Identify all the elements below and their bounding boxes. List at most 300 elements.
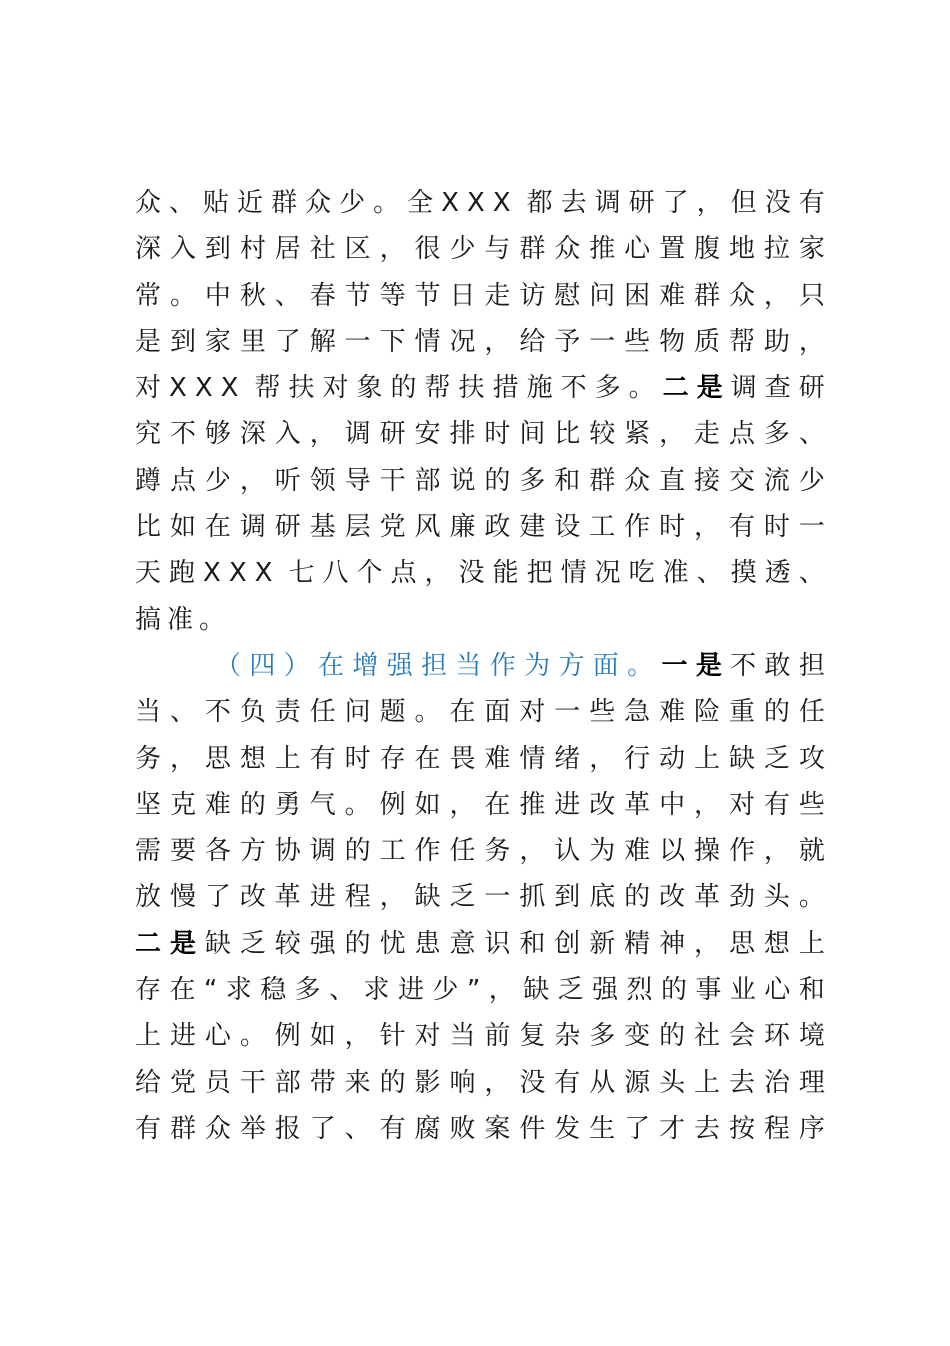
- text-char: ，: [694, 928, 721, 959]
- text-char: 情: [519, 743, 546, 774]
- text-char: 当: [135, 697, 162, 728]
- text-char: 时: [344, 743, 371, 774]
- text-char: 需: [135, 836, 162, 867]
- text-char: 区: [344, 234, 371, 265]
- text-char: 敢: [764, 650, 791, 681]
- text-char: 求: [363, 975, 390, 1006]
- text-line: [135, 458, 825, 504]
- text-char: 一: [554, 697, 581, 728]
- text-char: 日: [449, 280, 476, 311]
- text-char: 交: [728, 465, 755, 496]
- text-char: 慢: [169, 882, 196, 913]
- text-char: 序: [798, 1113, 825, 1144]
- text-char: 要: [169, 836, 196, 867]
- text-char: 少: [204, 465, 231, 496]
- text-char: 况: [594, 558, 621, 589]
- text-char: 少: [339, 188, 366, 218]
- text-char: 气: [309, 789, 336, 820]
- text-char: 认: [554, 836, 581, 867]
- text-char: 安: [414, 419, 441, 450]
- text-char: 上: [798, 928, 825, 959]
- text-char: 的: [660, 975, 687, 1006]
- text-char: ，: [344, 1021, 371, 1052]
- text-char: 任: [798, 697, 825, 728]
- text-char: 。: [373, 188, 400, 218]
- text-char: 心: [204, 1021, 231, 1052]
- text-char: 点: [728, 419, 755, 450]
- section-heading-char: 方: [558, 650, 585, 681]
- text-char: 、: [274, 280, 301, 311]
- text-char: 忧: [379, 928, 406, 959]
- text-char: 导: [344, 465, 371, 496]
- text-char: ，: [379, 882, 406, 913]
- text-char: 时: [763, 512, 790, 543]
- text-char: 程: [763, 1113, 790, 1144]
- text-char: 帮: [728, 326, 755, 357]
- text-char: 乏: [239, 928, 266, 959]
- text-char: 。: [414, 697, 441, 728]
- text-char: 紧: [624, 419, 651, 450]
- text-char: ，: [694, 789, 721, 820]
- text-char: ，: [484, 1067, 511, 1098]
- text-char: 才: [659, 1113, 686, 1144]
- text-char: 走: [484, 280, 511, 311]
- text-char: 不: [560, 373, 587, 404]
- text-char: 都: [526, 188, 553, 218]
- text-char: 一: [798, 512, 825, 543]
- text-char: 的: [484, 465, 511, 496]
- text-char: 杂: [554, 1021, 581, 1052]
- section-heading-char: 为: [524, 650, 551, 681]
- text-char: 上: [274, 743, 301, 774]
- text-char: ，: [763, 280, 790, 311]
- text-char: 困: [624, 280, 651, 311]
- text-char: 深: [135, 234, 162, 265]
- text-char: ，: [309, 419, 336, 450]
- text-char: 有: [379, 1113, 406, 1144]
- text-char: 进: [169, 1021, 196, 1052]
- text-char: 党: [379, 512, 406, 543]
- text-char: 变: [624, 1021, 651, 1052]
- text-char: 的: [659, 1021, 686, 1052]
- text-line: [135, 736, 825, 782]
- text-char: 负: [239, 697, 266, 728]
- text-char: 败: [449, 1113, 476, 1144]
- text-char: 缺: [414, 882, 441, 913]
- text-char: 有: [135, 1113, 162, 1144]
- text-char: 下: [379, 326, 406, 357]
- section-heading-char: 增: [352, 650, 379, 681]
- text-char: 的: [624, 882, 651, 913]
- text-char: 进: [554, 789, 581, 820]
- text-char: 难: [484, 743, 511, 774]
- text-char: 情: [560, 558, 587, 589]
- text-line: [135, 689, 825, 735]
- text-char: 了: [662, 188, 689, 218]
- text-char: 去: [728, 1067, 755, 1098]
- text-char: 行: [624, 743, 651, 774]
- text-char: 为: [589, 836, 616, 867]
- text-char: 一: [484, 882, 511, 913]
- text-char: 难: [659, 280, 686, 311]
- text-char: 事: [695, 975, 722, 1006]
- text-char: 想: [763, 928, 790, 959]
- text-char: 影: [414, 1067, 441, 1098]
- text-char: 与: [484, 234, 511, 265]
- text-char: ，: [763, 836, 790, 867]
- text-char: 象: [356, 373, 383, 404]
- text-char: 工: [589, 512, 616, 543]
- text-char: 问: [589, 280, 616, 311]
- text-char: 建: [519, 512, 546, 543]
- text-char: 研: [379, 419, 406, 450]
- text-char: 少: [798, 465, 825, 496]
- text-char: 针: [379, 1021, 406, 1052]
- text-char: 。: [169, 280, 196, 311]
- section-heading-char: 担: [421, 650, 448, 681]
- text-char: 够: [204, 419, 231, 450]
- text-char: 乏: [557, 975, 584, 1006]
- text-char: 在: [204, 512, 231, 543]
- text-char: 的: [763, 697, 790, 728]
- text-char: 慰: [554, 280, 581, 311]
- text-line: [135, 504, 825, 550]
- text-char: ，: [519, 836, 546, 867]
- text-char: 、: [696, 558, 723, 589]
- text-char: 到: [169, 326, 196, 357]
- text-char: 干: [239, 1067, 266, 1098]
- text-char: 措: [492, 373, 519, 404]
- text-char: 解: [309, 326, 336, 357]
- text-char: 间: [519, 419, 546, 450]
- text-char: 众: [135, 188, 162, 218]
- text-char: ，: [589, 743, 616, 774]
- text-char: 当: [449, 1021, 476, 1052]
- text-char: 贴: [203, 188, 230, 218]
- text-char: 节: [344, 280, 371, 311]
- text-char: 群: [694, 280, 721, 311]
- text-char: 时: [484, 419, 511, 450]
- text-char: 险: [694, 697, 721, 728]
- text-char: ”: [466, 975, 481, 1006]
- text-line: [135, 411, 825, 457]
- text-char: 前: [484, 1021, 511, 1052]
- text-char: 了: [624, 1113, 651, 1144]
- text-char: 把: [526, 558, 553, 589]
- section-heading-char: 。: [627, 650, 654, 681]
- text-line: [135, 967, 825, 1013]
- text-char: ，: [484, 326, 511, 357]
- text-char: X: [492, 188, 511, 218]
- text-char: 较: [589, 419, 616, 450]
- text-char: 以: [659, 836, 686, 867]
- text-char: 走: [694, 419, 721, 450]
- text-char: 绪: [554, 743, 581, 774]
- text-char: 对: [322, 373, 349, 404]
- text-char: 在: [169, 975, 196, 1006]
- text-char: 群: [519, 234, 546, 265]
- text-char: 地: [728, 234, 755, 265]
- text-char: 能: [492, 558, 519, 589]
- text-char: 对: [414, 1021, 441, 1052]
- text-char: 施: [526, 373, 553, 404]
- text-char: 革: [694, 882, 721, 913]
- text-char: 说: [449, 465, 476, 496]
- text-char: 跑: [169, 558, 196, 589]
- text-char: 众: [204, 1113, 231, 1144]
- text-char: 想: [239, 743, 266, 774]
- text-char: 案: [484, 1113, 511, 1144]
- text-char: 进: [309, 882, 336, 913]
- text-char: 查: [764, 373, 791, 404]
- text-char: 环: [763, 1021, 790, 1052]
- text-char: 吃: [628, 558, 655, 589]
- text-char: 对: [728, 789, 755, 820]
- section-heading-char: 强: [386, 650, 413, 681]
- section-heading-char: 在: [318, 650, 345, 681]
- text-line: [135, 1013, 825, 1059]
- text-char: 准: [662, 558, 689, 589]
- text-char: 、: [329, 975, 356, 1006]
- text-char: 没: [458, 558, 485, 589]
- text-char: 蹲: [135, 465, 162, 496]
- text-char: 有: [763, 789, 790, 820]
- text-char: 、: [169, 188, 196, 218]
- text-line: [135, 550, 825, 596]
- text-char: 比: [135, 512, 162, 543]
- section-heading-char: 四: [249, 650, 276, 681]
- text-char: 存: [135, 975, 162, 1006]
- text-char: 少: [432, 975, 459, 1006]
- text-char: 缺: [523, 975, 550, 1006]
- text-char: X: [169, 373, 187, 404]
- text-char: 推: [589, 234, 616, 265]
- text-char: 心: [764, 975, 791, 1006]
- text-char: 八: [322, 558, 349, 589]
- text-char: 入: [169, 234, 196, 265]
- text-char: 扶: [288, 373, 315, 404]
- text-char: ，: [379, 234, 406, 265]
- text-char: 较: [274, 928, 301, 959]
- text-char: 存: [379, 743, 406, 774]
- text-char: ，: [798, 326, 825, 357]
- text-char: 流: [763, 465, 790, 496]
- text-char: 村: [239, 234, 266, 265]
- text-char: 是: [135, 326, 162, 357]
- text-char: 新: [589, 928, 616, 959]
- text-char: 了: [274, 326, 301, 357]
- text-char: 协: [274, 836, 301, 867]
- text-line: [135, 226, 825, 272]
- text-char: 些: [798, 789, 825, 820]
- text-char: 研: [628, 188, 655, 218]
- text-char: 直: [659, 465, 686, 496]
- text-char: 况: [449, 326, 476, 357]
- text-char: 研: [274, 512, 301, 543]
- text-char: 部: [274, 1067, 301, 1098]
- text-char: 秋: [239, 280, 266, 311]
- text-line: [135, 1106, 825, 1152]
- text-char: 在: [484, 789, 511, 820]
- text-char: 干: [379, 465, 406, 496]
- text-line: [135, 1060, 825, 1106]
- text-char: 作: [414, 836, 441, 867]
- text-char: 意: [449, 928, 476, 959]
- text-line: [135, 921, 825, 967]
- text-char: 天: [135, 558, 162, 589]
- text-char: 对: [135, 373, 162, 404]
- text-char: 业: [729, 975, 756, 1006]
- text-char: 些: [589, 697, 616, 728]
- text-char: 到: [204, 234, 231, 265]
- text-char: 去: [694, 1113, 721, 1144]
- body-text: [135, 180, 825, 1152]
- text-char: 社: [694, 1021, 721, 1052]
- text-char: 乏: [763, 743, 790, 774]
- text-char: 、: [344, 1113, 371, 1144]
- text-char: 担: [798, 650, 825, 681]
- text-char: 家: [204, 326, 231, 357]
- text-char: 。: [199, 604, 232, 635]
- text-line: [135, 319, 825, 365]
- text-char: 政: [484, 512, 511, 543]
- text-char: 境: [798, 1021, 825, 1052]
- text-char: 透: [764, 558, 791, 589]
- text-char: ，: [694, 512, 721, 543]
- text-char: 。: [239, 1021, 266, 1052]
- text-char: 众: [624, 465, 651, 496]
- emphasis-char: 是: [169, 928, 196, 959]
- emphasis-char: 是: [695, 650, 722, 681]
- text-char: 不: [730, 650, 757, 681]
- text-char: 员: [204, 1067, 231, 1098]
- text-char: 但: [730, 188, 757, 218]
- text-char: 革: [274, 882, 301, 913]
- text-char: 放: [135, 882, 162, 913]
- text-line: [135, 782, 825, 828]
- text-char: 勇: [274, 789, 301, 820]
- text-char: 程: [344, 882, 371, 913]
- text-char: 中: [659, 789, 686, 820]
- text-char: 对: [519, 697, 546, 728]
- text-char: 全: [407, 188, 434, 218]
- text-char: 有: [309, 743, 336, 774]
- text-char: 来: [344, 1067, 371, 1098]
- text-char: 听: [274, 465, 301, 496]
- section-heading-char: （: [215, 650, 242, 681]
- text-char: 点: [390, 558, 417, 589]
- text-char: 、: [798, 419, 825, 450]
- text-char: X: [228, 558, 247, 589]
- text-char: 多: [519, 465, 546, 496]
- text-char: 不: [204, 697, 231, 728]
- text-char: 面: [484, 697, 511, 728]
- emphasis-char: 二: [662, 373, 689, 404]
- text-char: 调: [344, 419, 371, 450]
- text-char: 乏: [449, 882, 476, 913]
- text-char: 设: [554, 512, 581, 543]
- text-char: 给: [519, 326, 546, 357]
- text-char: 生: [589, 1113, 616, 1144]
- text-char: 居: [274, 234, 301, 265]
- text-char: 排: [449, 419, 476, 450]
- text-char: 些: [624, 326, 651, 357]
- text-char: 调: [309, 836, 336, 867]
- text-char: 复: [519, 1021, 546, 1052]
- text-char: 多: [294, 975, 321, 1006]
- text-line: [135, 874, 825, 920]
- text-char: 情: [414, 326, 441, 357]
- text-char: 上: [694, 1067, 721, 1098]
- section-heading-char: 作: [489, 650, 516, 681]
- text-char: 的: [379, 1067, 406, 1098]
- text-char: X: [220, 373, 239, 404]
- text-char: 问: [344, 697, 371, 728]
- text-char: 治: [763, 1067, 790, 1098]
- text-char: 助: [763, 326, 790, 357]
- text-char: 动: [659, 743, 686, 774]
- text-char: 和: [798, 975, 825, 1006]
- text-char: 腐: [414, 1113, 441, 1144]
- text-char: 革: [624, 789, 651, 820]
- text-char: 畏: [449, 743, 476, 774]
- text-char: 等: [379, 280, 406, 311]
- text-char: 近: [237, 188, 264, 218]
- text-char: 调: [594, 188, 621, 218]
- text-char: 群: [169, 1113, 196, 1144]
- text-char: 头: [659, 1067, 686, 1098]
- text-char: 。: [628, 373, 655, 404]
- text-char: 常: [135, 280, 162, 311]
- text-char: 有: [554, 1067, 581, 1098]
- text-char: 调: [730, 373, 757, 404]
- text-char: 只: [798, 280, 825, 311]
- text-char: 头: [763, 882, 790, 913]
- section-heading-char: ）: [283, 650, 310, 681]
- text-char: 领: [309, 465, 336, 496]
- text-char: 帮: [424, 373, 451, 404]
- text-char: 党: [169, 1067, 196, 1098]
- text-char: 在: [414, 743, 441, 774]
- text-line: [135, 273, 825, 319]
- text-char: 难: [624, 836, 651, 867]
- text-char: 准: [167, 604, 200, 635]
- text-char: 予: [554, 326, 581, 357]
- text-char: 源: [624, 1067, 651, 1098]
- text-char: 劲: [728, 882, 755, 913]
- text-char: 比: [554, 419, 581, 450]
- text-char: 任: [449, 836, 476, 867]
- text-char: 少: [449, 234, 476, 265]
- emphasis-char: 一: [661, 650, 688, 681]
- text-char: 克: [169, 789, 196, 820]
- text-char: 发: [554, 1113, 581, 1144]
- text-char: 患: [414, 928, 441, 959]
- text-char: 点: [169, 465, 196, 496]
- text-char: 个: [356, 558, 383, 589]
- text-char: 基: [309, 512, 336, 543]
- text-char: 腹: [694, 234, 721, 265]
- text-char: 究: [135, 419, 162, 450]
- text-char: 题: [379, 697, 406, 728]
- text-char: 搞: [135, 604, 168, 635]
- text-char: 强: [592, 975, 619, 1006]
- text-char: 带: [309, 1067, 336, 1098]
- text-char: 节: [414, 280, 441, 311]
- text-char: X: [466, 188, 485, 218]
- text-char: 稳: [260, 975, 287, 1006]
- text-char: 的: [344, 928, 371, 959]
